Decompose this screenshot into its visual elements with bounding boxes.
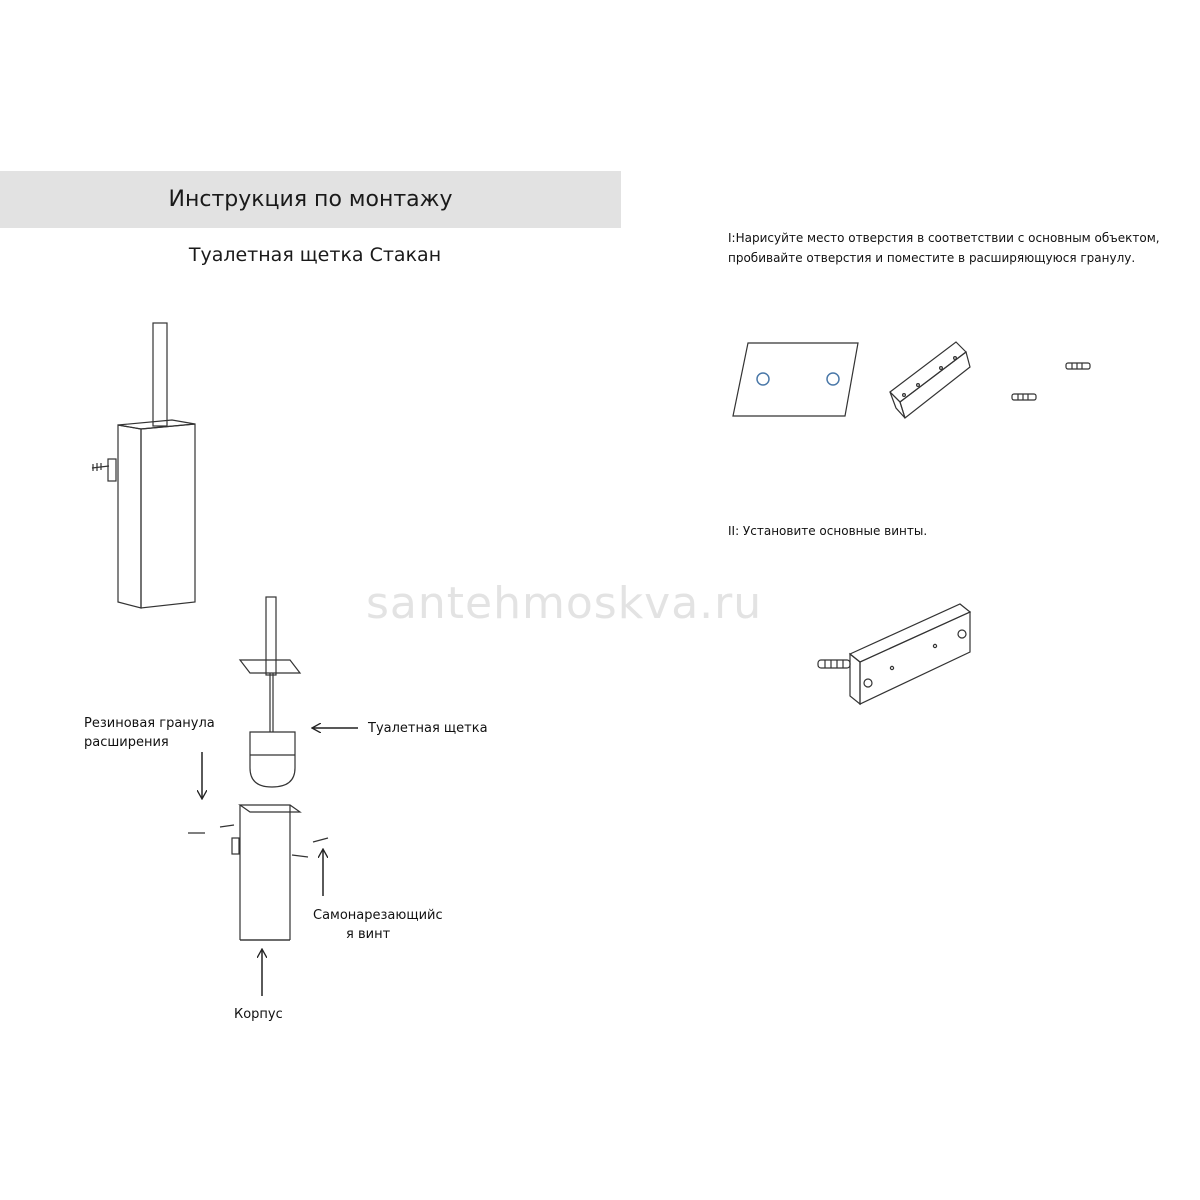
housing-label: Корпус bbox=[234, 1007, 283, 1022]
step-2-illustration bbox=[818, 604, 970, 704]
screw-head-left bbox=[864, 679, 872, 687]
drill-hole-left bbox=[757, 373, 769, 385]
screw-head-right bbox=[958, 630, 966, 638]
page-title: Инструкция по монтажу bbox=[168, 187, 453, 212]
installed-bar-top bbox=[850, 604, 970, 662]
assembled-holder-front-face bbox=[141, 424, 195, 608]
toilet-brush-label: Туалетная щетка bbox=[368, 721, 488, 736]
step-1-line-1: I:Нарисуйте место отверстия в соответствии с основным объектом, bbox=[728, 231, 1160, 245]
assembled-holder-illustration bbox=[92, 323, 195, 608]
expansion-granule-top bbox=[1066, 363, 1090, 369]
step-2-text: II: Установите основные винты. bbox=[728, 524, 928, 538]
housing-top bbox=[240, 805, 300, 812]
screw-label-line-1: Самонарезающийс bbox=[313, 908, 443, 923]
assembled-brush-handle bbox=[153, 323, 167, 426]
installed-bar-side bbox=[850, 654, 860, 704]
step-1-line-2: пробивайте отверстия и поместите в расширяющуюся гранулу. bbox=[728, 251, 1136, 265]
callout-arrows bbox=[202, 728, 358, 996]
rubber-granule-label-line-2: расширения bbox=[84, 735, 169, 750]
product-subtitle: Туалетная щетка Стакан bbox=[188, 244, 442, 266]
step-1-illustration bbox=[733, 342, 1090, 418]
installed-bar-front bbox=[860, 612, 970, 704]
rubber-granule-right bbox=[220, 825, 234, 827]
brush-head bbox=[250, 732, 295, 787]
brush-handle bbox=[266, 597, 276, 675]
screw-right bbox=[313, 838, 328, 842]
screw-left bbox=[292, 855, 308, 857]
protruding-granule bbox=[818, 660, 850, 668]
expansion-granule-bottom bbox=[1012, 394, 1036, 400]
assembled-wall-bracket bbox=[108, 459, 116, 481]
rubber-granule-label-line-1: Резиновая гранула bbox=[84, 716, 215, 731]
brush-lid-plate bbox=[240, 660, 300, 673]
exploded-view-illustration bbox=[188, 597, 328, 940]
screw-label-line-2: я винт bbox=[346, 927, 391, 942]
mounting-bar bbox=[890, 342, 966, 402]
assembled-holder-left-face bbox=[118, 425, 141, 608]
housing-bracket bbox=[232, 838, 239, 854]
drill-hole-right bbox=[827, 373, 839, 385]
watermark: santehmoskva.ru bbox=[366, 578, 763, 629]
